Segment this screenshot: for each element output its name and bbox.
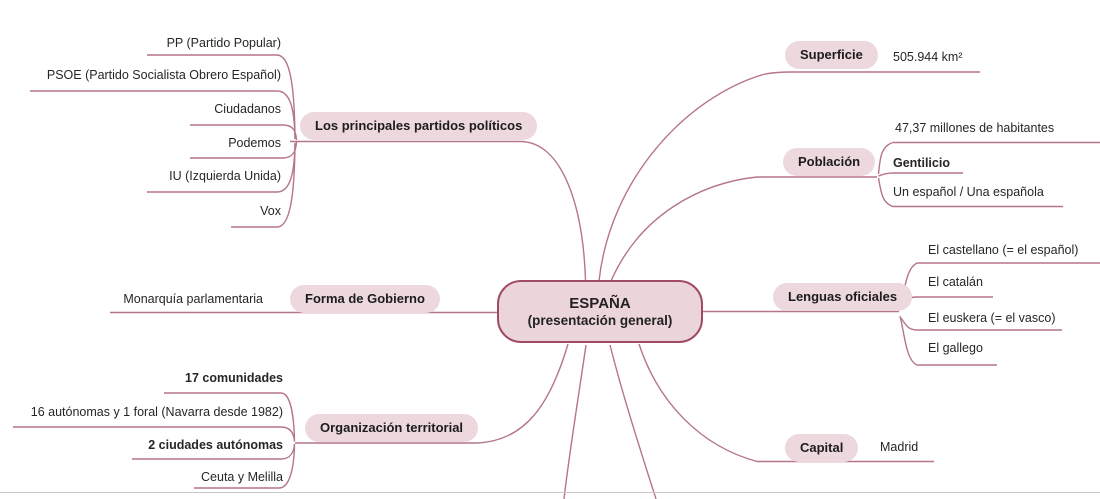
branch-pill-lenguas[interactable]: Lenguas oficiales: [773, 283, 912, 311]
connector-superficie-branch: [599, 72, 980, 281]
leaf-pp[interactable]: PP (Partido Popular): [166, 36, 281, 50]
leaf-iu[interactable]: IU (Izquierda Unida): [169, 169, 281, 183]
central-node-espana[interactable]: [497, 280, 703, 343]
leaf-catalan[interactable]: El catalán: [928, 275, 983, 289]
leaf-superficie-value[interactable]: 505.944 km²: [893, 50, 963, 64]
connector-poblacion-branch: [611, 177, 877, 281]
connector-offscreen-left: [564, 345, 586, 499]
leaf-monarquia[interactable]: Monarquía parlamentaria: [123, 292, 263, 306]
leaf-gentilicio[interactable]: Gentilicio: [893, 156, 950, 170]
connector-leaf-gentilicio: [879, 173, 964, 176]
leaf-17-comunidades[interactable]: 17 comunidades: [185, 371, 283, 385]
branch-pill-poblacion[interactable]: Población: [783, 148, 875, 176]
leaf-madrid[interactable]: Madrid: [880, 440, 919, 454]
leaf-habitantes[interactable]: 47,37 millones de habitantes: [895, 121, 1055, 135]
page-edge-line: [0, 492, 1100, 493]
leaf-gallego[interactable]: El gallego: [928, 341, 983, 355]
leaf-castellano[interactable]: El castellano (= el español): [928, 243, 1079, 257]
leaf-16-autonomas[interactable]: 16 autónomas y 1 foral (Navarra desde 1982): [30, 405, 283, 419]
connector-partidos-branch: [290, 142, 586, 281]
leaf-2-ciudades[interactable]: 2 ciudades autónomas: [148, 438, 283, 452]
central-node-subtitle: (presentación general): [527, 313, 673, 328]
branch-pill-forma-de-gobierno[interactable]: Forma de Gobierno: [290, 285, 440, 313]
leaf-vox[interactable]: Vox: [260, 204, 281, 218]
branch-pill-superficie[interactable]: Superficie: [785, 41, 878, 69]
central-node-title: ESPAÑA: [569, 295, 631, 312]
leaf-euskera[interactable]: El euskera (= el vasco): [928, 311, 1056, 325]
branch-pill-capital[interactable]: Capital: [785, 434, 858, 462]
leaf-ceuta-melilla[interactable]: Ceuta y Melilla: [201, 470, 283, 484]
leaf-ciudadanos[interactable]: Ciudadanos: [214, 102, 281, 116]
connector-offscreen-right: [610, 345, 656, 499]
leaf-podemos[interactable]: Podemos: [228, 136, 281, 150]
leaf-un-espanol[interactable]: Un español / Una española: [893, 185, 1044, 199]
leaf-psoe[interactable]: PSOE (Partido Socialista Obrero Español): [46, 68, 281, 82]
branch-pill-organizacion[interactable]: Organización territorial: [305, 414, 478, 442]
connector-leaf-catalan: [901, 297, 993, 306]
branch-pill-partidos[interactable]: Los principales partidos políticos: [300, 112, 537, 140]
